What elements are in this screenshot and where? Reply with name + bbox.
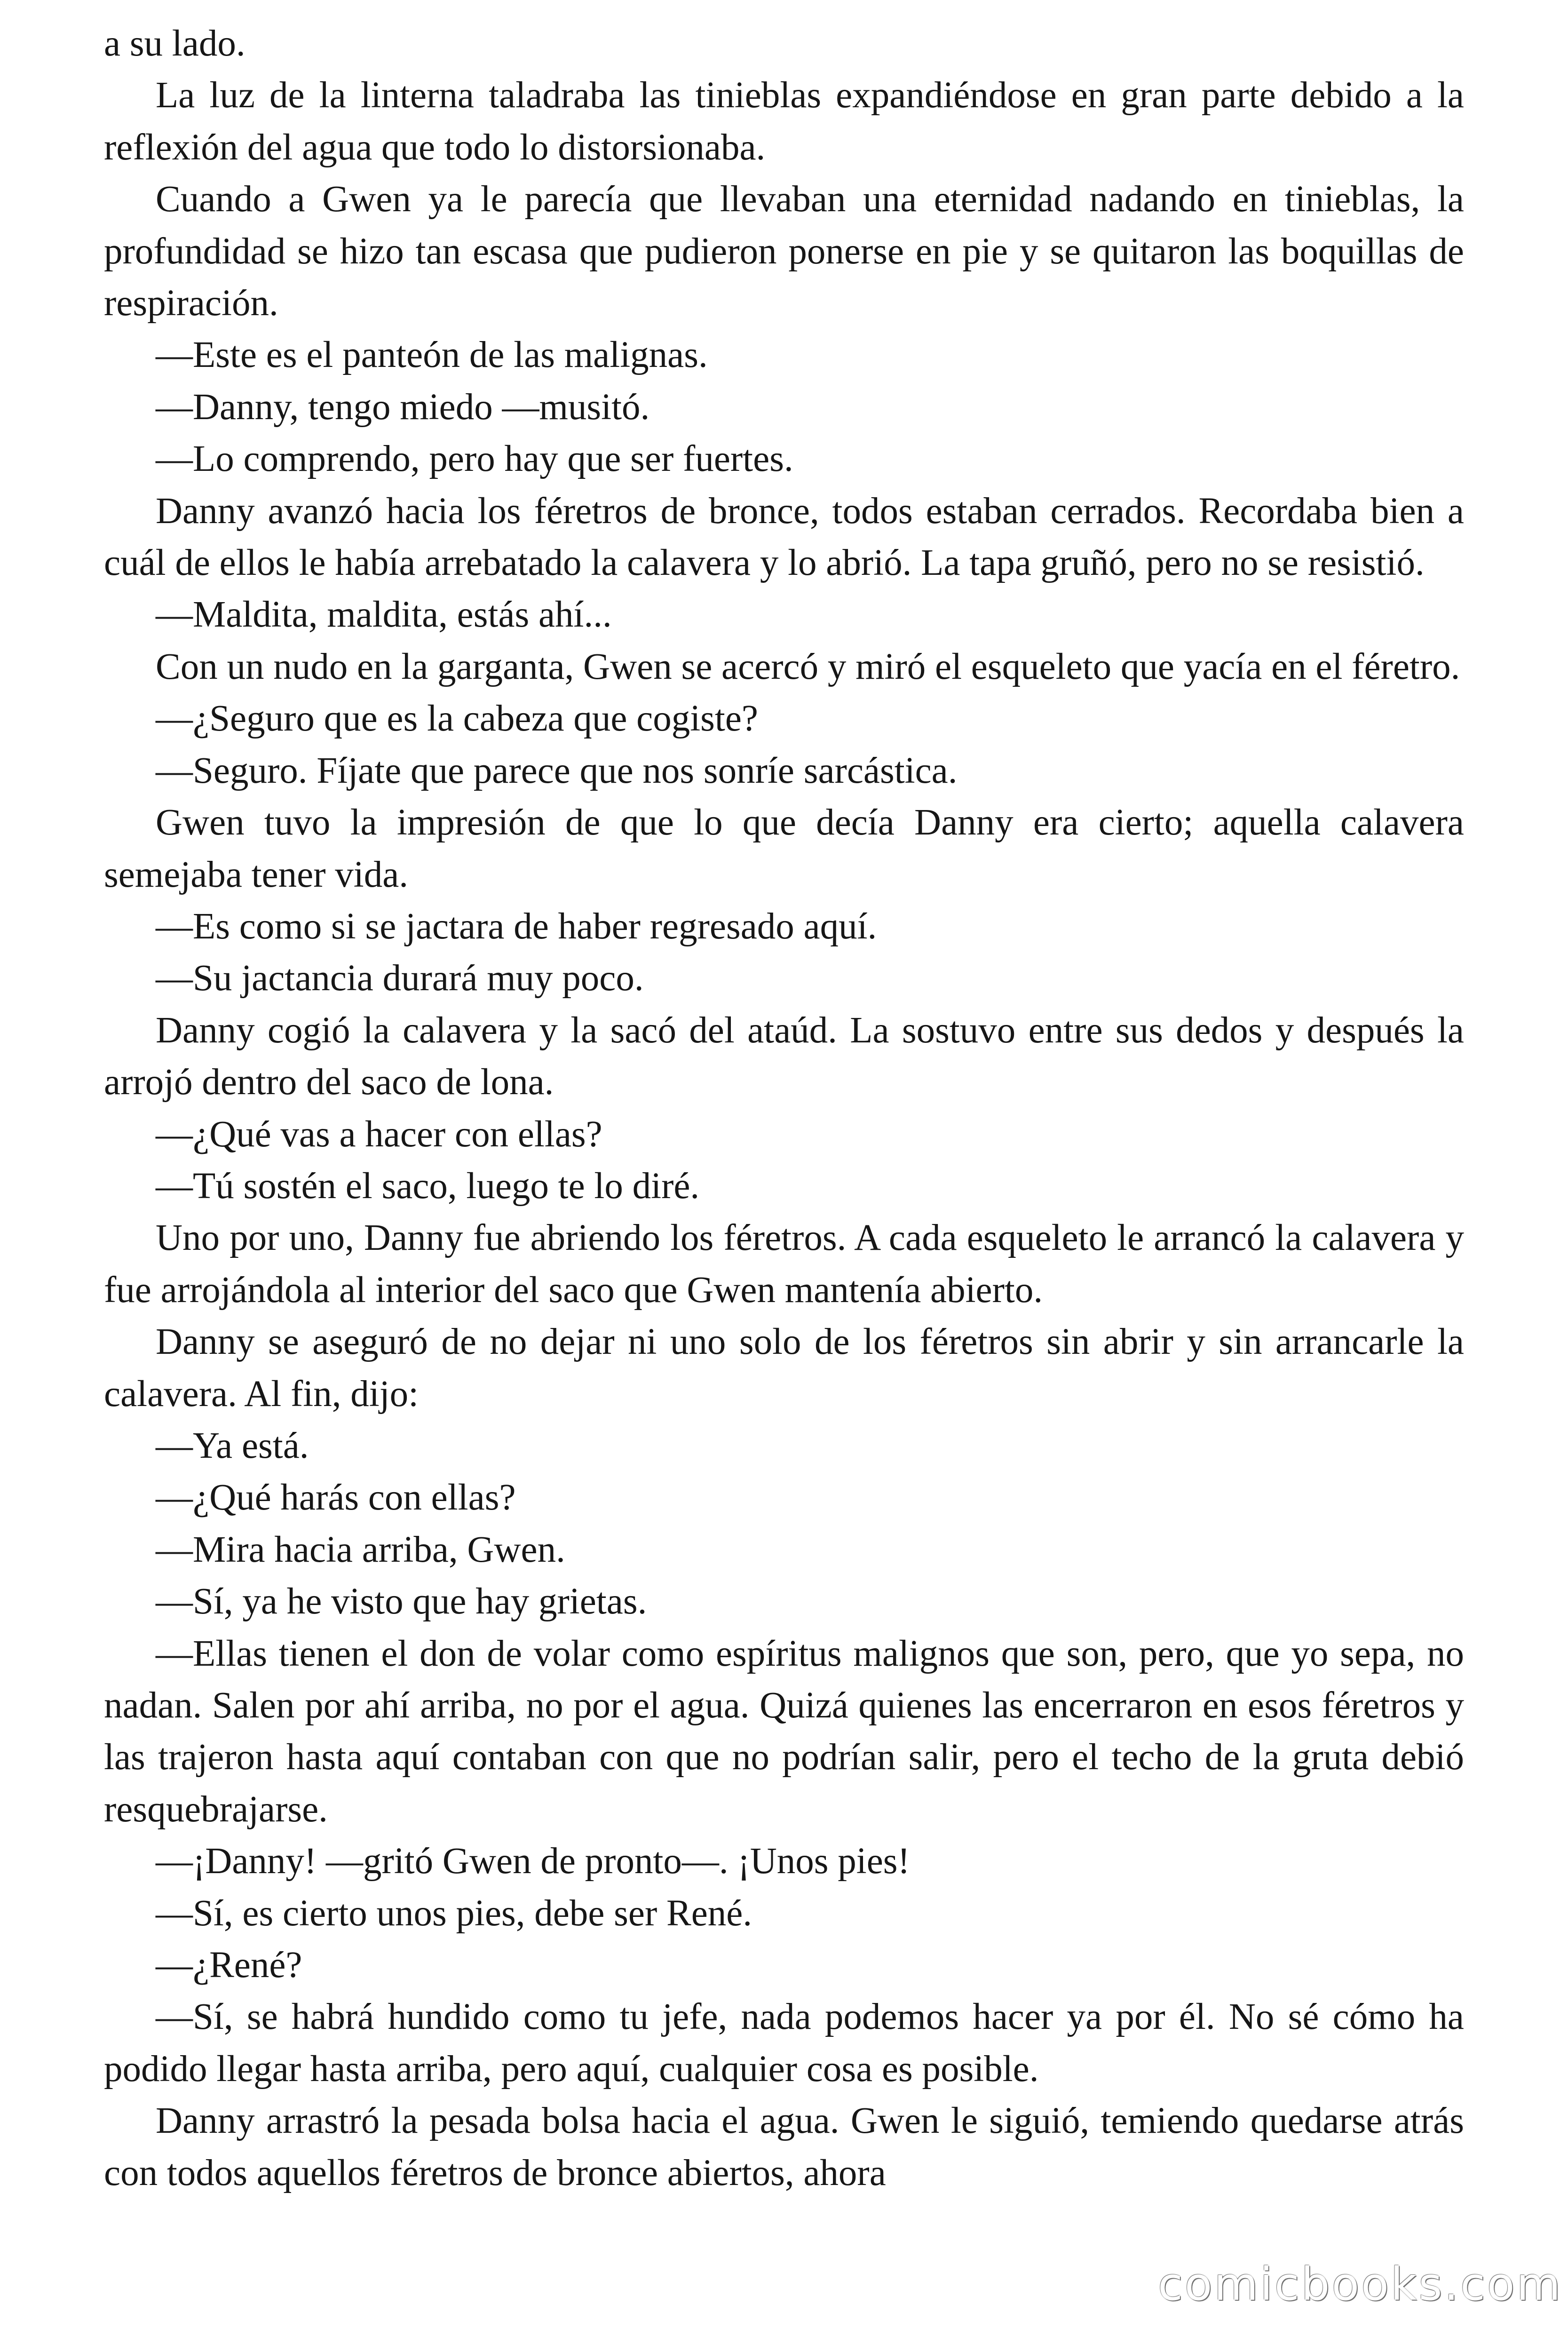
- watermark: comicbooks.com: [1158, 2258, 1563, 2311]
- dialogue-line: —Maldita, maldita, estás ahí...: [156, 594, 612, 636]
- paragraph: Danny arrastró la pesada bolsa hacia el agua. Gwen le siguió, temiendo quedarse atrás con todos aquellos féretros de bronce abiertos, ahora: [104, 2100, 1464, 2193]
- paragraph: Con un nudo en la garganta, Gwen se acercó y miró el esqueleto que yacía en el féretro.: [156, 646, 1460, 687]
- paragraph: La luz de la linterna taladraba las tinieblas expandiéndose en gran parte debido a la reflexión del agua que todo lo distorsionaba.: [104, 75, 1464, 168]
- dialogue-line: —Este es el panteón de las malignas.: [156, 334, 708, 376]
- dialogue-line: —Es como si se jactara de haber regresado aquí.: [156, 906, 877, 947]
- dialogue-line: —Seguro. Fíjate que parece que nos sonríe sarcástica.: [156, 750, 958, 791]
- dialogue-line: —Danny, tengo miedo —musitó.: [156, 386, 650, 428]
- dialogue-line: —Lo comprendo, pero hay que ser fuertes.: [156, 438, 793, 480]
- page-text: [104, 18, 1464, 2199]
- paragraph: Gwen tuvo la impresión de que lo que decía Danny era cierto; aquella calavera semejaba tener vida.: [104, 802, 1464, 895]
- dialogue-line: —Tú sostén el saco, luego te lo diré.: [156, 1165, 700, 1207]
- dialogue-line: —Mira hacia arriba, Gwen.: [156, 1529, 565, 1570]
- paragraph: Danny se aseguró de no dejar ni uno solo de los féretros sin abrir y sin arrancarle la calavera. Al fin, dijo:: [104, 1321, 1464, 1414]
- dialogue-line: —¿René?: [156, 1945, 302, 1986]
- dialogue-line: —¿Qué harás con ellas?: [156, 1477, 516, 1518]
- dialogue-line: —Sí, es cierto unos pies, debe ser René.: [156, 1892, 752, 1934]
- paragraph: Danny cogió la calavera y la sacó del ataúd. La sostuvo entre sus dedos y después la arrojó dentro del saco de lona.: [104, 1009, 1464, 1103]
- dialogue-line: —Ya está.: [156, 1425, 309, 1466]
- paragraph: Danny avanzó hacia los féretros de bronce, todos estaban cerrados. Recordaba bien a cuál de ellos le había arrebatado la calavera y lo abrió. La tapa gruñó, pero no se resistió.: [104, 490, 1464, 584]
- dialogue-line: —¿Qué vas a hacer con ellas?: [156, 1113, 602, 1155]
- paragraph: a su lado.: [104, 23, 245, 64]
- dialogue-line: —¡Danny! —gritó Gwen de pronto—. ¡Unos pies!: [156, 1841, 910, 1882]
- paragraph: Cuando a Gwen ya le parecía que llevaban una eternidad nadando en tinieblas, la profundidad se hizo tan escasa que pudieron ponerse en pie y se quitaron las boquillas de respiración.: [104, 179, 1464, 324]
- dialogue-line: —Ellas tienen el don de volar como espíritus malignos que son, pero, que yo sepa, no nadan. Salen por ahí arriba, no por el agua. Quizá quienes las encerraron en esos féretros y las trajeron hasta aquí contaban con que no podrían salir, pero el techo de la gruta debió resquebrajarse.: [104, 1633, 1464, 1830]
- dialogue-line: —Sí, se habrá hundido como tu jefe, nada podemos hacer ya por él. No sé cómo ha podido llegar hasta arriba, pero aquí, cualquier cosa es posible.: [104, 1996, 1464, 2090]
- dialogue-line: —Su jactancia durará muy poco.: [156, 958, 644, 999]
- dialogue-line: —Sí, ya he visto que hay grietas.: [156, 1581, 647, 1622]
- paragraph: Uno por uno, Danny fue abriendo los féretros. A cada esqueleto le arrancó la calavera y fue arrojándola al interior del saco que Gwen mantenía abierto.: [104, 1217, 1464, 1311]
- dialogue-line: —¿Seguro que es la cabeza que cogiste?: [156, 698, 758, 739]
